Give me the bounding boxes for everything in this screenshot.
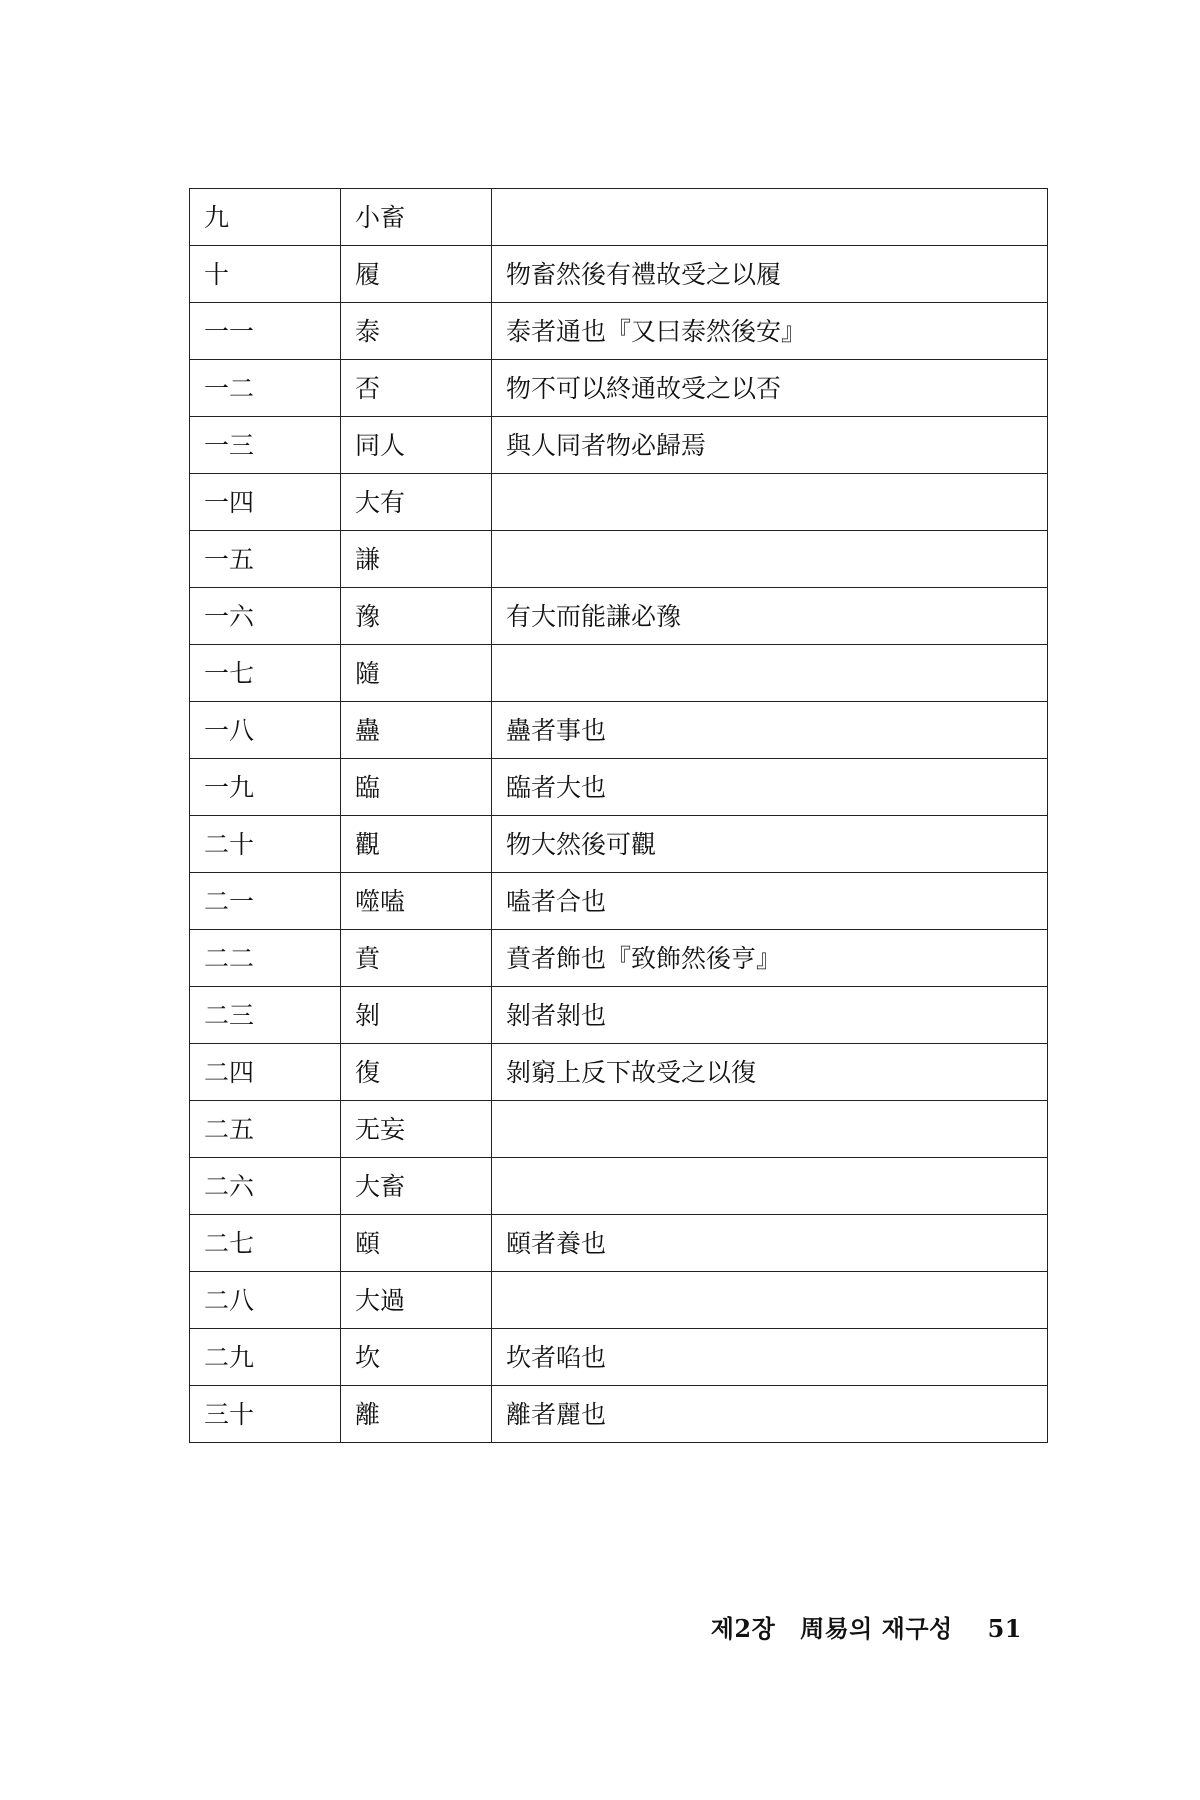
hexagram-text-cell: 坎者啗也 (492, 1329, 1048, 1386)
hexagram-name-cell: 復 (341, 1044, 492, 1101)
hexagram-name-cell: 頤 (341, 1215, 492, 1272)
hexagram-text-cell: 賁者飾也『致飾然後亨』 (492, 930, 1048, 987)
hexagram-table (189, 188, 1048, 1443)
table-row (190, 189, 1048, 246)
hexagram-number-cell: 一六 (190, 588, 341, 645)
table-row (190, 930, 1048, 987)
table-row (190, 1215, 1048, 1272)
hexagram-number-cell: 二八 (190, 1272, 341, 1329)
hexagram-text-cell: 剝窮上反下故受之以復 (492, 1044, 1048, 1101)
hexagram-name-cell: 噬嗑 (341, 873, 492, 930)
hexagram-number-cell: 二十 (190, 816, 341, 873)
hexagram-name-cell: 豫 (341, 588, 492, 645)
hexagram-name-cell: 隨 (341, 645, 492, 702)
hexagram-number-cell: 一三 (190, 417, 341, 474)
hexagram-name-cell: 同人 (341, 417, 492, 474)
table-row (190, 873, 1048, 930)
hexagram-number-cell: 二九 (190, 1329, 341, 1386)
page-footer (711, 1609, 1022, 1644)
table-row (190, 360, 1048, 417)
footer-title: 周易의 재구성 (800, 1614, 953, 1643)
hexagram-name-cell: 大有 (341, 474, 492, 531)
hexagram-number-cell: 二四 (190, 1044, 341, 1101)
hexagram-name-cell: 小畜 (341, 189, 492, 246)
hexagram-number-cell: 二三 (190, 987, 341, 1044)
table-row (190, 645, 1048, 702)
hexagram-number-cell: 三十 (190, 1386, 341, 1443)
hexagram-number-cell: 一八 (190, 702, 341, 759)
hexagram-number-cell: 二六 (190, 1158, 341, 1215)
page-number: 51 (987, 1614, 1022, 1643)
hexagram-number-cell: 九 (190, 189, 341, 246)
hexagram-text-cell: 剝者剝也 (492, 987, 1048, 1044)
hexagram-name-cell: 履 (341, 246, 492, 303)
hexagram-number-cell: 一一 (190, 303, 341, 360)
hexagram-text-cell (492, 645, 1048, 702)
table-row (190, 1101, 1048, 1158)
hexagram-text-cell: 與人同者物必歸焉 (492, 417, 1048, 474)
hexagram-text-cell (492, 474, 1048, 531)
hexagram-text-cell: 物畜然後有禮故受之以履 (492, 246, 1048, 303)
table-row (190, 1272, 1048, 1329)
hexagram-name-cell: 臨 (341, 759, 492, 816)
hexagram-name-cell: 蠱 (341, 702, 492, 759)
hexagram-text-cell (492, 531, 1048, 588)
table-row (190, 474, 1048, 531)
hexagram-number-cell: 二二 (190, 930, 341, 987)
table-row (190, 303, 1048, 360)
hexagram-name-cell: 大畜 (341, 1158, 492, 1215)
table-row (190, 987, 1048, 1044)
hexagram-table-body (190, 189, 1048, 1443)
hexagram-text-cell (492, 1158, 1048, 1215)
hexagram-name-cell: 坎 (341, 1329, 492, 1386)
hexagram-name-cell: 大過 (341, 1272, 492, 1329)
hexagram-number-cell: 一四 (190, 474, 341, 531)
hexagram-name-cell: 剝 (341, 987, 492, 1044)
hexagram-name-cell: 賁 (341, 930, 492, 987)
hexagram-text-cell (492, 1101, 1048, 1158)
hexagram-text-cell (492, 189, 1048, 246)
hexagram-name-cell: 觀 (341, 816, 492, 873)
table-row (190, 759, 1048, 816)
hexagram-text-cell: 泰者通也『又曰泰然後安』 (492, 303, 1048, 360)
table-row (190, 702, 1048, 759)
table-row (190, 1158, 1048, 1215)
hexagram-name-cell: 无妄 (341, 1101, 492, 1158)
table-row (190, 417, 1048, 474)
hexagram-text-cell (492, 1272, 1048, 1329)
table-row (190, 246, 1048, 303)
hexagram-text-cell: 物大然後可觀 (492, 816, 1048, 873)
hexagram-number-cell: 二七 (190, 1215, 341, 1272)
hexagram-text-cell: 有大而能謙必豫 (492, 588, 1048, 645)
table-row (190, 1386, 1048, 1443)
hexagram-text-cell: 物不可以終通故受之以否 (492, 360, 1048, 417)
hexagram-number-cell: 一二 (190, 360, 341, 417)
hexagram-number-cell: 二五 (190, 1101, 341, 1158)
hexagram-name-cell: 否 (341, 360, 492, 417)
hexagram-name-cell: 離 (341, 1386, 492, 1443)
table-row (190, 1329, 1048, 1386)
table-row (190, 531, 1048, 588)
table-row (190, 1044, 1048, 1101)
hexagram-text-cell: 離者麗也 (492, 1386, 1048, 1443)
hexagram-number-cell: 一七 (190, 645, 341, 702)
table-row (190, 588, 1048, 645)
hexagram-number-cell: 一九 (190, 759, 341, 816)
hexagram-name-cell: 泰 (341, 303, 492, 360)
hexagram-number-cell: 一五 (190, 531, 341, 588)
table-row (190, 816, 1048, 873)
hexagram-number-cell: 十 (190, 246, 341, 303)
hexagram-text-cell: 臨者大也 (492, 759, 1048, 816)
hexagram-number-cell: 二一 (190, 873, 341, 930)
hexagram-text-cell: 嗑者合也 (492, 873, 1048, 930)
hexagram-name-cell: 謙 (341, 531, 492, 588)
hexagram-text-cell: 蠱者事也 (492, 702, 1048, 759)
footer-chapter: 제2장 (710, 1614, 776, 1643)
hexagram-text-cell: 頤者養也 (492, 1215, 1048, 1272)
